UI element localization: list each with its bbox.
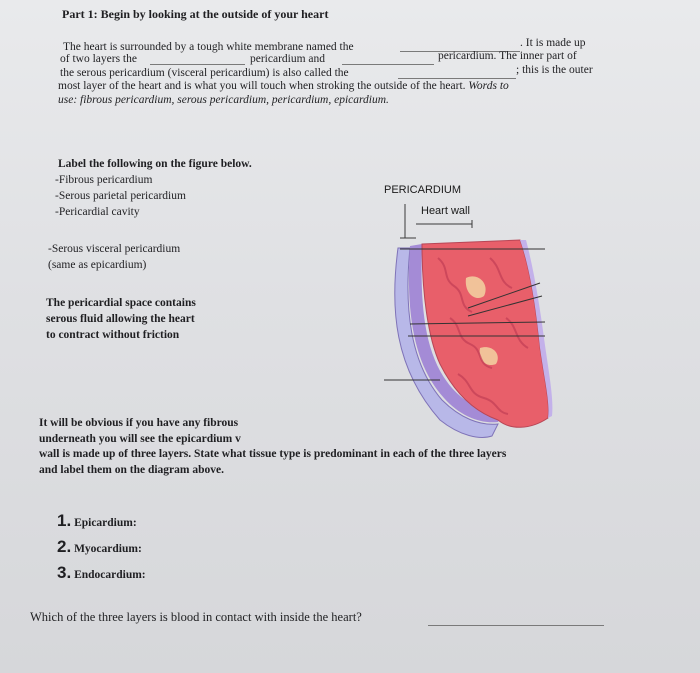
label-item-serous-visceral: -Serous visceral pericardium (48, 243, 181, 255)
label-heading: Label the following on the figure below. (58, 158, 252, 170)
intro-line-3a: the serous pericardium (visceral pericardium) is also called the (60, 67, 349, 79)
blank-epicardium[interactable] (398, 78, 516, 79)
label-item-cavity: -Pericardial cavity (55, 206, 140, 218)
heart-wall-bracket (400, 204, 472, 238)
label-item-fibrous: -Fibrous pericardium (55, 174, 153, 186)
obvious-line-3: wall is made up of three layers. State what tissue type is predominant in each of the three layers (39, 448, 507, 460)
space-note-1: The pericardial space contains (46, 297, 196, 309)
intro-line-4: most layer of the heart and is what you will touch when stroking the outside of the heart. (58, 80, 466, 92)
layer-item-1: 1. Epicardium: (57, 511, 137, 530)
blank-parietal[interactable] (150, 64, 245, 65)
layer-item-3: 3. Endocardium: (57, 563, 146, 582)
word-bank: use: fibrous pericardium, serous pericardium, pericardium, epicardium. (58, 94, 389, 106)
obvious-line-1: It will be obvious if you have any fibrous (39, 417, 239, 429)
intro-line-2a: of two layers the (60, 53, 137, 65)
space-note-3: to contract without friction (46, 329, 180, 341)
heart-wall-label: Heart wall (421, 205, 470, 217)
obvious-line-4: and label them on the diagram above. (39, 464, 224, 476)
pericardium-diagram (380, 198, 560, 443)
words-to-use-label: Words to (468, 80, 509, 92)
intro-line-3b: ; this is the outer (516, 64, 593, 76)
blank-blood-contact[interactable] (428, 625, 604, 626)
label-item-epicardium-note: (same as epicardium) (48, 259, 147, 271)
intro-line-2c: pericardium. The inner part of (438, 50, 577, 62)
layer-item-2: 2. Myocardium: (57, 537, 142, 556)
part-title: Part 1: Begin by looking at the outside of your heart (62, 7, 329, 21)
blood-contact-question: Which of the three layers is blood in contact with inside the heart? (30, 610, 362, 624)
blank-visceral[interactable] (342, 64, 434, 65)
diagram-title: PERICARDIUM (384, 184, 462, 196)
label-item-serous-parietal: -Serous parietal pericardium (55, 190, 186, 202)
intro-line-1a: The heart is surrounded by a tough white membrane named the (63, 41, 354, 53)
intro-line-2b: pericardium and (250, 53, 326, 65)
space-note-2: serous fluid allowing the heart (46, 313, 195, 325)
obvious-line-2: underneath you will see the epicardium v (39, 433, 241, 445)
intro-line-1b: . It is made up (520, 37, 586, 49)
